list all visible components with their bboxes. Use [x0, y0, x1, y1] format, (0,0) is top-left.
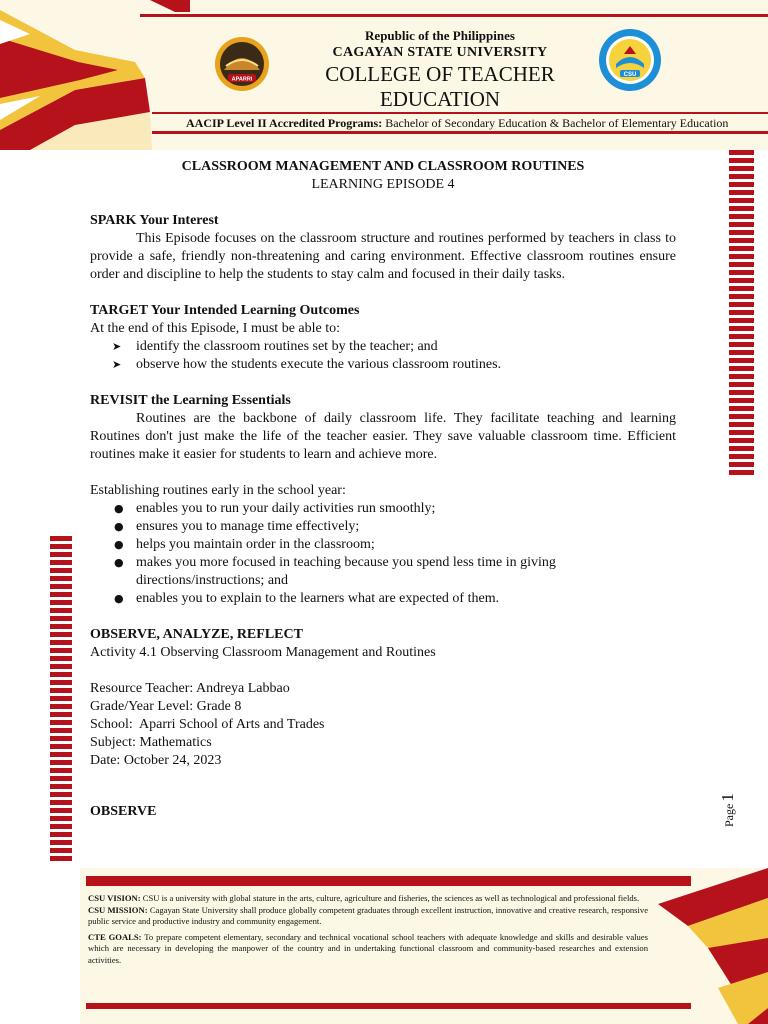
outcome-text: identify the classroom routines set by the teacher; and: [136, 339, 438, 354]
mission-statement: [88, 905, 648, 928]
bullet-icon: ●: [114, 556, 124, 569]
list-item: [112, 338, 676, 356]
revisit-paragraph: Routines are the backbone of daily classroom life. They facilitate teaching and learning Routines don't just make the life of the teacher easier. They save valuable classroom time. Efficient routines make it easier for students to learn and achieve more.: [90, 411, 676, 462]
target-heading: TARGET Your Intended Learning Outcomes: [90, 303, 360, 318]
accreditation-label: AACIP Level II Accredited Programs:: [186, 116, 383, 130]
benefit-text: enables you to explain to the learners what are expected of them.: [136, 591, 500, 606]
school-name: School: Aparri School of Arts and Trades: [90, 717, 325, 732]
page-number-marker: [714, 787, 740, 829]
target-intro: At the end of this Episode, I must be able to:: [90, 321, 341, 336]
observe-heading: OBSERVE: [90, 804, 157, 819]
footer-top-line: [86, 876, 691, 886]
cte-seal-logo: [598, 28, 662, 92]
goals-label: CTE GOALS:: [88, 931, 142, 942]
document-title: CLASSROOM MANAGEMENT AND CLASSROOM ROUTINES: [181, 159, 585, 174]
vision-text: CSU is a university with global stature in the arts, culture, agriculture and fisheries, the sciences as well as technological and professional fields.: [142, 893, 640, 903]
document-body: [90, 156, 676, 821]
list-item: [112, 536, 676, 554]
institution-header: [300, 28, 580, 112]
list-item: [112, 356, 676, 374]
college-name: COLLEGE OF TEACHER EDUCATION: [325, 62, 555, 111]
left-stripe-decoration: [50, 536, 72, 862]
spark-heading: SPARK Your Interest: [90, 213, 219, 228]
republic-line: Republic of the Philippines: [365, 28, 515, 43]
bullet-icon: ●: [114, 592, 124, 605]
logo-right-text: CSU: [623, 71, 637, 78]
activity-title: Activity 4.1 Observing Classroom Management and Routines: [90, 645, 436, 660]
vision-label: CSU VISION:: [88, 893, 141, 903]
list-item: [112, 590, 676, 608]
list-item: [112, 554, 676, 590]
right-stripe-decoration: [729, 150, 754, 478]
goals-text: To prepare competent elementary, secondary and technical vocational school teachers with adequate knowledge and skills and desirable values which are necessary in developing the manpower of the country and in undertaking functional classroom and community-based researches and extension activities.: [88, 931, 648, 965]
page-number: 1: [718, 793, 737, 802]
outcome-text: observe how the students execute the various classroom routines.: [136, 357, 502, 372]
logo-left-text: APARRI: [231, 76, 253, 83]
footer-statements: [88, 893, 648, 966]
mission-text: Cagayan State University shall produce globally competent graduates through excellent instruction, innovative and creative research, responsive public service and productive industry and community engagement.: [88, 904, 649, 926]
list-item: [112, 500, 676, 518]
university-name: CAGAYAN STATE UNIVERSITY: [332, 45, 548, 60]
header-top-line: [140, 14, 768, 17]
document-subtitle: LEARNING EPISODE 4: [311, 177, 455, 192]
outcomes-list: [90, 338, 676, 374]
accreditation-programs: Bachelor of Secondary Education & Bachelor of Elementary Education: [385, 116, 729, 130]
observe-analyze-reflect-heading: OBSERVE, ANALYZE, REFLECT: [90, 627, 303, 642]
arrow-bullet-icon: ➤: [112, 340, 122, 353]
arrow-bullet-icon: ➤: [112, 358, 122, 371]
spacer: [90, 662, 676, 680]
mission-label: CSU MISSION:: [88, 904, 148, 915]
footer-ribbon-decoration: [648, 868, 768, 1024]
spacer: [90, 464, 676, 482]
bullet-icon: ●: [114, 538, 124, 551]
observation-date: Date: October 24, 2023: [90, 753, 222, 768]
bullet-icon: ●: [114, 520, 124, 533]
bullet-icon: ●: [114, 502, 124, 515]
benefit-text: enables you to run your daily activities run smoothly;: [136, 501, 436, 516]
revisit-heading: REVISIT the Learning Essentials: [90, 393, 291, 408]
benefit-text: ensures you to manage time effectively;: [136, 519, 360, 534]
page-label: Page: [722, 803, 736, 827]
spark-paragraph: This Episode focuses on the classroom structure and routines performed by teachers in class to provide a safe, friendly non-threatening and caring environment. Effective classroom routines ensure order and discipline to help the students to stay calm and focused in their daily tasks.: [90, 231, 676, 282]
subject: Subject: Mathematics: [90, 735, 212, 750]
footer-bottom-line: [86, 1003, 691, 1009]
routines-intro: Establishing routines early in the school year:: [90, 483, 346, 498]
benefit-text: makes you more focused in teaching because you spend less time in giving directions/instructions; and: [136, 555, 556, 588]
list-item: [112, 518, 676, 536]
routines-benefits-list: [90, 500, 676, 608]
goals-statement: [88, 932, 648, 967]
csu-aparri-logo: [214, 36, 270, 92]
resource-teacher: Resource Teacher: Andreya Labbao: [90, 681, 290, 696]
vision-statement: [88, 893, 648, 905]
accreditation-line: [186, 116, 728, 131]
grade-level: Grade/Year Level: Grade 8: [90, 699, 242, 714]
benefit-text: helps you maintain order in the classroom;: [136, 537, 375, 552]
